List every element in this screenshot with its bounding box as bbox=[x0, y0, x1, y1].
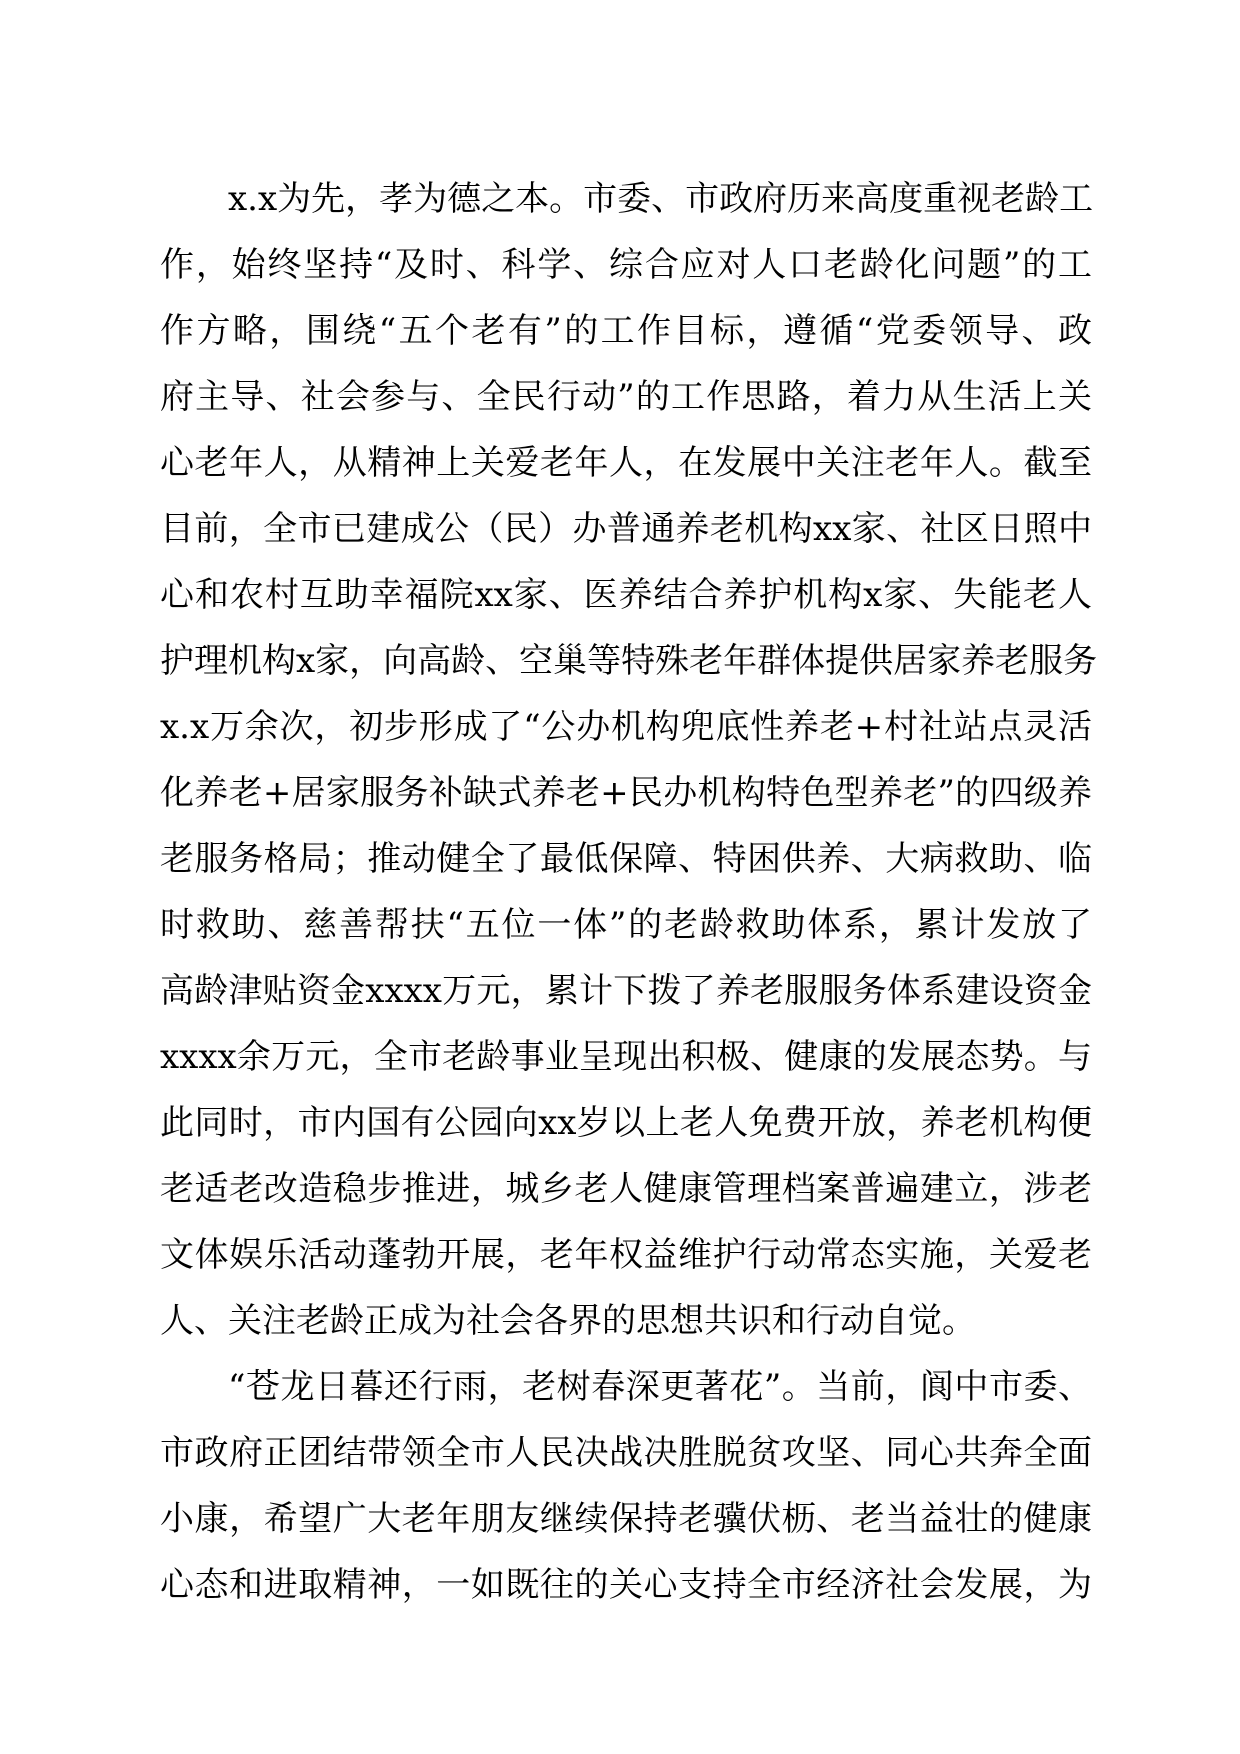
paragraph-line: 目前，全市已建成公（民）办普通养老机构xx家、社区日照中 bbox=[160, 509, 1092, 549]
paragraph-line: 护理机构x家，向高龄、空巢等特殊老年群体提供居家养老服务 bbox=[160, 641, 1098, 681]
paragraph-line: 文体娱乐活动蓬勃开展，老年权益维护行动常态实施，关爱老 bbox=[160, 1235, 1092, 1275]
paragraph-appeal-to-elderly bbox=[160, 1354, 1092, 1618]
paragraph-line: 此同时，市内国有公园向xx岁以上老人免费开放，养老机构便 bbox=[160, 1103, 1092, 1143]
paragraph-line: x.x为先，孝为德之本。市委、市政府历来高度重视老龄工 bbox=[228, 179, 1094, 219]
paragraph-line: xxxx余万元，全市老龄事业呈现出积极、健康的发展态势。与 bbox=[160, 1037, 1092, 1077]
paragraph-line: x.x万余次，初步形成了“公办机构兜底性养老+村社站点灵活 bbox=[160, 707, 1092, 747]
paragraph-line: 府主导、社会参与、全民行动”的工作思路，着力从生活上关 bbox=[160, 377, 1092, 417]
paragraph-line: “苍龙日暮还行雨，老树春深更著花”。当前，阆中市委、 bbox=[228, 1367, 1092, 1407]
paragraph-line: 作，始终坚持“及时、科学、综合应对人口老龄化问题”的工 bbox=[160, 245, 1092, 285]
paragraph-line: 市政府正团结带领全市人民决战决胜脱贫攻坚、同心共奔全面 bbox=[160, 1433, 1092, 1473]
paragraph-line: 人、关注老龄正成为社会各界的思想共识和行动自觉。 bbox=[160, 1301, 976, 1341]
paragraph-line: 小康，希望广大老年朋友继续保持老骥伏枥、老当益壮的健康 bbox=[160, 1499, 1092, 1539]
paragraph-line: 化养老+居家服务补缺式养老+民办机构特色型养老”的四级养 bbox=[160, 773, 1092, 813]
paragraph-line: 心老年人，从精神上关爱老年人，在发展中关注老年人。截至 bbox=[160, 443, 1092, 483]
document-body bbox=[160, 166, 1098, 1618]
paragraph-elderly-work-achievements bbox=[160, 166, 1098, 1354]
paragraph-line: 作方略，围绕“五个老有”的工作目标，遵循“党委领导、政 bbox=[160, 311, 1092, 351]
paragraph-line: 心态和进取精神，一如既往的关心支持全市经济社会发展，为 bbox=[160, 1565, 1092, 1605]
paragraph-line: 高龄津贴资金xxxx万元，累计下拨了养老服服务体系建设资金 bbox=[160, 971, 1092, 1011]
paragraph-line: 心和农村互助幸福院xx家、医养结合养护机构x家、失能老人 bbox=[160, 575, 1092, 615]
paragraph-line: 时救助、慈善帮扶“五位一体”的老龄救助体系，累计发放了 bbox=[160, 905, 1092, 945]
paragraph-line: 老适老改造稳步推进，城乡老人健康管理档案普遍建立，涉老 bbox=[160, 1169, 1092, 1209]
paragraph-line: 老服务格局；推动健全了最低保障、特困供养、大病救助、临 bbox=[160, 839, 1092, 879]
